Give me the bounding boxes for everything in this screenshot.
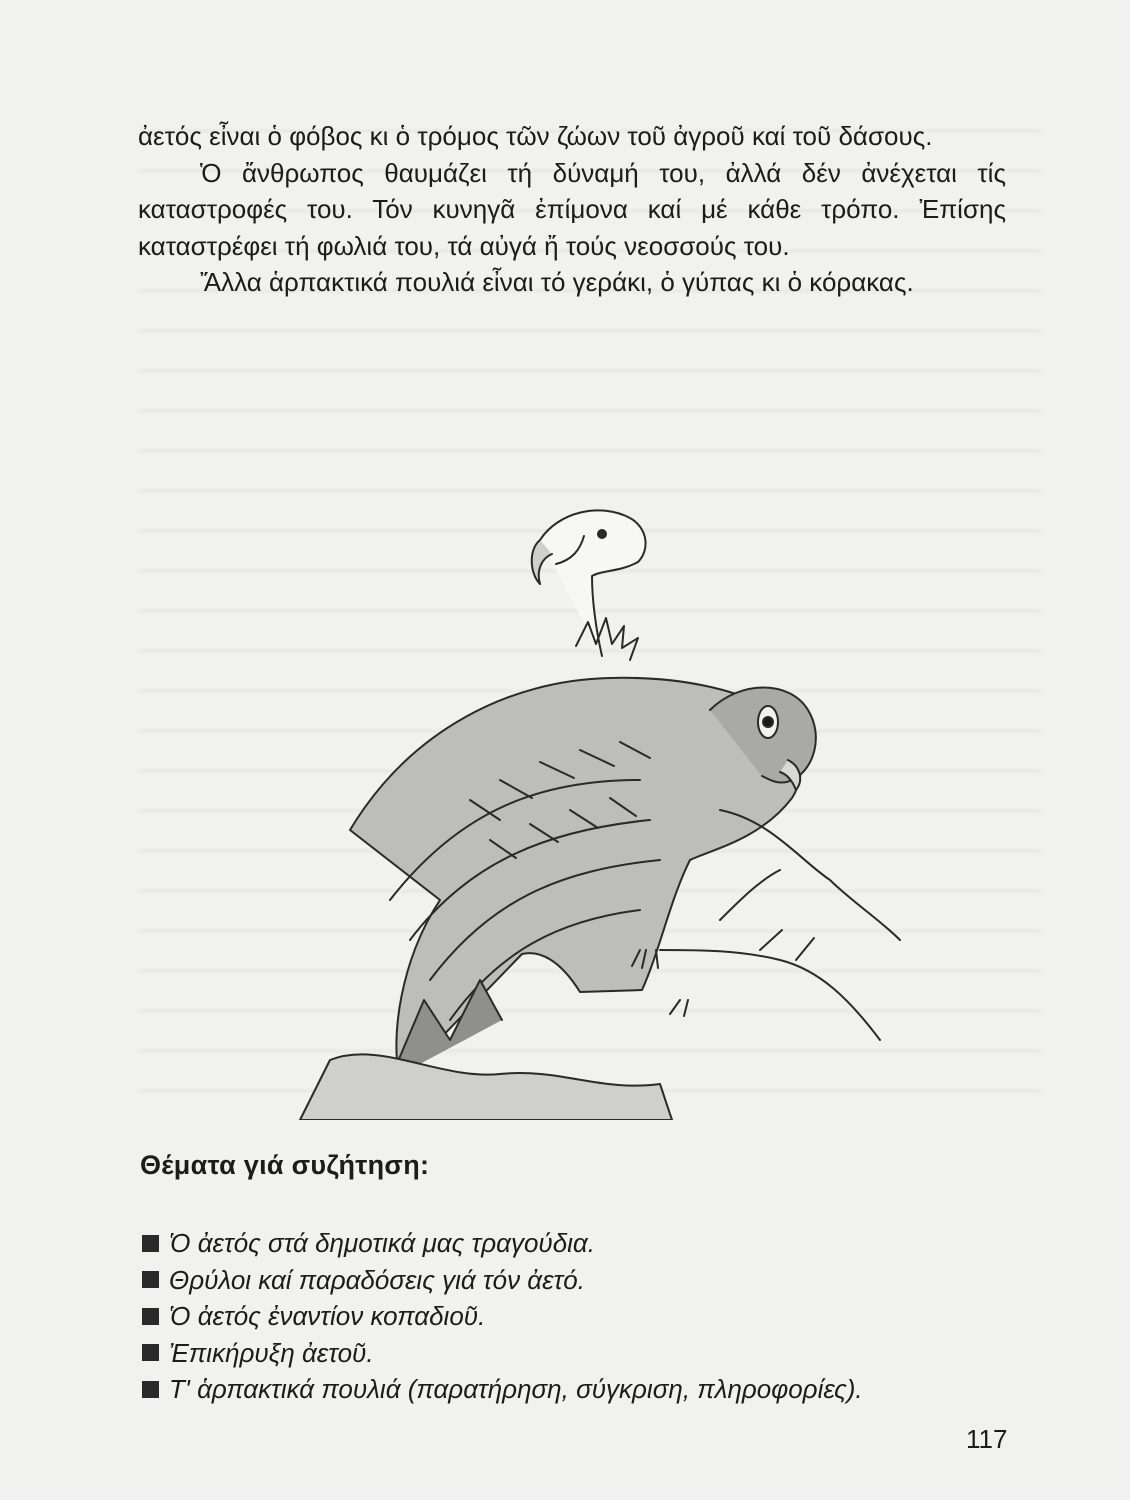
topic-text: Ὁ ἀετός ἐναντίον κοπαδιοῦ. — [169, 1301, 486, 1331]
paragraph: Ὁ ἄνθρωπος θαυμάζει τή δύναμή του, ἀλλά δέν ἀνέχεται τίς καταστροφές του. Τόν κυνηγᾶ ἐπίμονα καί μέ κάθε τρόπο. Ἐπίσης καταστρέφει τή φωλιά του, τά αὐγά ἤ τούς νεοσσούς του. — [138, 157, 1006, 261]
list-item — [142, 1225, 1022, 1262]
square-bullet-icon — [142, 1308, 159, 1325]
topic-text: Θρύλοι καί παραδόσεις γιά τόν ἀετό. — [169, 1264, 585, 1295]
list-item — [142, 1262, 1022, 1299]
eagle — [350, 678, 816, 1080]
topic-text: Ὁ ἀετός στά δημοτικά μας τραγούδια. — [169, 1228, 595, 1258]
rock-base — [300, 1054, 672, 1120]
discussion-topics-list — [142, 1225, 1022, 1408]
square-bullet-icon — [142, 1381, 159, 1398]
list-item — [142, 1371, 1022, 1408]
square-bullet-icon — [142, 1235, 159, 1252]
topic-text: Ἐπικήρυξη ἀετοῦ. — [169, 1337, 374, 1368]
discussion-topics-heading: Θέματα γιά συζήτηση: — [140, 1150, 430, 1180]
body-text — [138, 118, 1006, 301]
topic-text: Τ' ἁρπακτικά πουλιά (παρατήρηση, σύγκριση, πληροφορίες). — [169, 1374, 863, 1404]
list-item — [142, 1298, 1022, 1335]
paragraph: ἀετός εἶναι ὁ φόβος κι ὁ τρόμος τῶν ζώων τοῦ ἀγροῦ καί τοῦ δάσους. — [138, 121, 933, 151]
square-bullet-icon — [142, 1271, 159, 1288]
page-number: 117 — [966, 1424, 1008, 1454]
vulture — [532, 510, 646, 660]
paragraph: Ἄλλα ἁρπακτικά πουλιά εἶναι τό γεράκι, ὁ γύπας κι ὁ κόρακας. — [200, 267, 914, 297]
birds-of-prey-illustration — [240, 480, 920, 1120]
list-item — [142, 1335, 1022, 1372]
square-bullet-icon — [142, 1344, 159, 1361]
